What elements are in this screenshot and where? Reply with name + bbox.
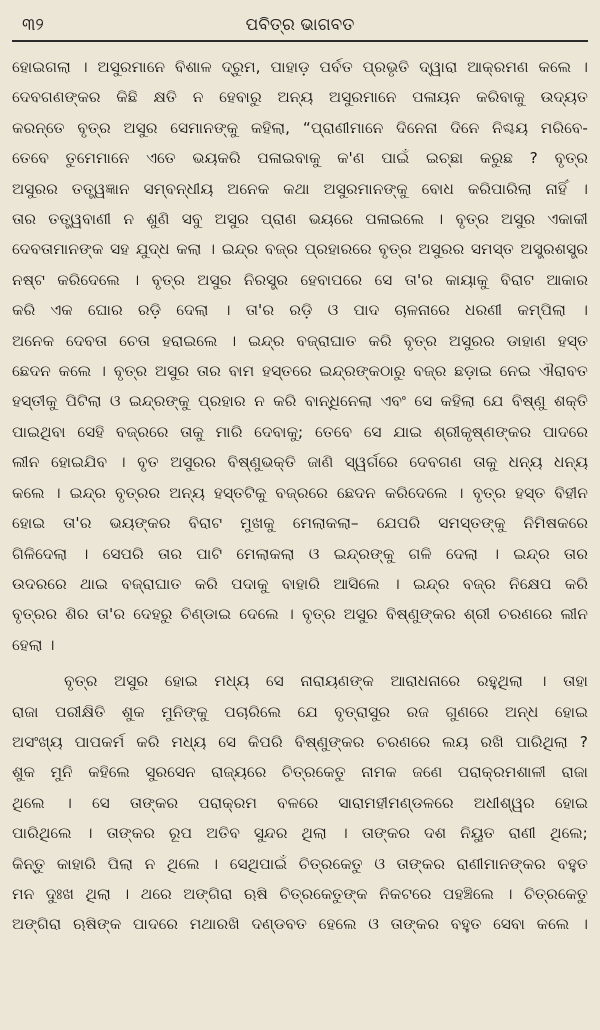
running-head: ପବିତ୍ର ଭାଗବତ	[245, 15, 355, 35]
text-line: ଲୀନ ହୋଇଯିବ । ବୃତ ଅସୁରର ବିଷ୍ଣୁଭକ୍ତି ଜାଣି ସ୍ୱର୍ଗରେ ଦେବଗଣ ତାକୁ ଧନ୍ୟ ଧନ୍ୟ	[12, 453, 588, 472]
text-line: ଅସଂଖ୍ୟ ପାପକର୍ମ କରି ମଧ୍ୟ ସେ କିପରି ବିଷ୍ଣୁଙ୍କର ଚରଣରେ ଲୟ ରଖି ପାରିଥିଲା ?	[12, 732, 588, 751]
text-line: ଅନେକ ଦେବତା ଚେତା ହରାଇଲେ । ଇନ୍ଦ୍ର ବଜ୍ରାଘାତ କରି ବୃତ୍ର ଅସୁରର ଡାହାଣ ହସ୍ତ	[12, 331, 588, 350]
text-line: ଅସୁରର ତତ୍ତ୍ୱଜ୍ଞାନ ସମ୍ବନ୍ଧୀୟ ଅନେକ କଥା ଅସୁରମାନଙ୍କୁ ବୋଧ କରିପାରିଲା ନାହିଁ ।	[12, 179, 588, 198]
text-line: ବୃତ୍ର ଅସୁର ହୋଇ ମଧ୍ୟ ସେ ନାରାୟଣଙ୍କ ଆରାଧନାରେ ରହୁଥିଲା । ତାହା	[64, 672, 588, 691]
text-line: ହେଲା ।	[12, 635, 55, 654]
text-line: ମନ ଦୁଃଖ ଥିଲା । ଥରେ ଅଙ୍ଗିରା ଋଷି ଚିତ୍ରକେତୁଙ୍କ ନିକଟରେ ପହଞ୍ଚିଲେ । ଚିତ୍ରକେତୁ	[12, 884, 588, 903]
paragraph-2	[12, 666, 588, 940]
text-line: ହସ୍ତୀକୁ ପିଟିଲା ଓ ଇନ୍ଦ୍ରଙ୍କୁ ପ୍ରହାର ନ କରି ବାନ୍ଧିନେଲା ଏବଂ ସେ କହିଲା ଯେ ବିଷ୍ଣୁ ଶକ୍ତି	[12, 392, 588, 411]
text-line: ହୋଇ ତା'ର ଭୟଙ୍କର ବିରାଟ ମୁଖକୁ ମେଲାକଲା– ଯେପରି ସମସ୍ତଙ୍କୁ ନିମିଷକରେ	[12, 514, 588, 533]
text-line: ଦେବତାମାନଙ୍କ ସହ ଯୁଦ୍ଧ କଲା । ଇନ୍ଦ୍ର ବଜ୍ର ପ୍ରହାରରେ ବୃତ୍ର ଅସୁରର ସମସ୍ତ ଅସ୍ତ୍ରଶସ୍ତ୍ର	[12, 240, 588, 259]
text-line: ତାର ତତ୍ତ୍ୱବାଣୀ ନ ଶୁଣି ସବୁ ଅସୁର ପ୍ରାଣ ଭୟରେ ପଳାଇଲେ । ବୃତ୍ର ଅସୁର ଏକାକୀ	[12, 210, 588, 229]
text-line: ଗିଳିଦେଲା । ସେପରି ତାର ପାଟି ମେଲାକଲା ଓ ଇନ୍ଦ୍ରଙ୍କୁ ଗଳି ଦେଲା । ଇନ୍ଦ୍ର ତାର	[12, 544, 588, 563]
text-line: ଦେବଗଣଙ୍କର କିଛି କ୍ଷତି ନ ହେବାରୁ ଅନ୍ୟ ଅସୁରମାନେ ପଳାୟନ କରିବାକୁ ଉଦ୍ୟତ	[12, 88, 588, 107]
text-line: ପାରିଥିଲେ । ତାଙ୍କର ରୂପ ଅତିବ ସୁନ୍ଦର ଥିଲା । ତାଙ୍କର ଦଶ ନିୟୁତ ରାଣୀ ଥିଲେ;	[12, 824, 588, 843]
text-line: ହୋଇଗଲା । ଅସୁରମାନେ ବିଶାଳ ଦ୍ରୁମ, ପାହାଡ଼ ପର୍ବତ ପ୍ରଭୃତି ଦ୍ୱାରା ଆକ୍ରମଣ କଲେ ।	[12, 58, 588, 76]
text-line: ତେବେ ତୁମେମାନେ ଏତେ ଭୟକରି ପଳାଇବାକୁ କ'ଣ ପାଇଁ ଇଚ୍ଛା କରୁଛ ? ବୃତ୍ର	[12, 149, 588, 168]
text-line: କିନ୍ତୁ କାହାରି ପିଲା ନ ଥିଲେ । ସେଥିପାଇଁ ଚିତ୍ରକେତୁ ଓ ତାଙ୍କର ରାଣୀମାନଙ୍କର ବହୁତ	[12, 854, 588, 873]
text-line: ବୃତ୍ରର ଶିର ତା'ର ଦେହରୁ ଚିଣ୍ଡାଇ ଦେଲେ । ବୃତ୍ର ଅସୁର ବିଷ୍ଣୁଙ୍କର ଶ୍ରୀ ଚରଣରେ ଲୀନ	[12, 605, 588, 624]
text-line: ପାଇଥିବା ସେହି ବଜ୍ରରେ ତାକୁ ମାରି ଦେବାକୁ; ତେବେ ସେ ଯାଇ ଶ୍ରୀକୃଷ୍ଣଙ୍କର ପାଦରେ	[12, 422, 588, 441]
page-number: ୩୨	[22, 15, 44, 35]
text-line: ଅଙ୍ଗିରା ଋଷିଙ୍କ ପାଦରେ ମଥାରଖି ଦଣ୍ଡବତ ହେଲେ ଓ ତାଙ୍କର ବହୁତ ସେବା କଲେ ।	[12, 915, 588, 934]
text-line: ଉଦରରେ ଥାଇ ବଜ୍ରାଘାତ କରି ପଦାକୁ ବାହାରି ଆସିଲେ । ଇନ୍ଦ୍ର ବଜ୍ର ନିକ୍ଷେପ କରି	[12, 574, 588, 593]
text-line: ଥିଲେ । ସେ ତାଙ୍କର ପରାକ୍ରମ ବଳରେ ସାରାମହୀମଣ୍ଡଳରେ ଅଧୀଶ୍ୱର ହୋଇ	[12, 793, 588, 812]
text-line: କରି ଏକ ଘୋର ରଡ଼ି ଦେଲା । ତା'ର ରଡ଼ି ଓ ପାଦ ଚାଳନାରେ ଧରଣୀ କମ୍ପିଲା ।	[12, 301, 588, 320]
page-header	[12, 10, 588, 42]
text-line: ନଷ୍ଟ କରିଦେଲେ । ବୃତ୍ର ଅସୁର ନିରସ୍ତ୍ର ହେବାପରେ ସେ ତା'ର କାୟାକୁ ବିରାଟ ଆକାର	[12, 270, 588, 289]
text-line: କଲେ । ଇନ୍ଦ୍ର ବୃତ୍ରର ଅନ୍ୟ ହସ୍ତଟିକୁ ବଜ୍ରରେ ଛେଦନ କରିଦେଲେ । ବୃତ୍ର ହସ୍ତ ବିହୀନ	[12, 483, 588, 502]
paragraph-1	[12, 52, 588, 660]
text-line: ଛେଦନ କଲେ । ବୃତ୍ର ଅସୁର ତାର ବାମ ହସ୍ତରେ ଇନ୍ଦ୍ରଙ୍କଠାରୁ ବଜ୍ର ଛଡ଼ାଇ ନେଇ ଐରାବତ	[12, 362, 588, 381]
text-line: କରନ୍ତେ ବୃତ୍ର ଅସୁର ସେମାନଙ୍କୁ କହିଲା, “ପ୍ରାଣୀମାନେ ଦିନେନା ଦିନେ ନିଶ୍ଚୟ ମରିବେ-	[12, 118, 588, 137]
body-text	[12, 52, 588, 940]
text-line: ଶୁକ ମୁନି କହିଲେ ସୁରସେନ ରାଜ୍ୟରେ ଚିତ୍ରକେତୁ ନାମକ ଜଣେ ପରାକ୍ରମଶାଳୀ ରାଜା	[12, 763, 588, 782]
text-line: ରାଜା ପରୀକ୍ଷିତି ଶୁକ ମୁନିଙ୍କୁ ପଚାରିଲେ ଯେ ବୃତ୍ରାସୁର ରଜ ଗୁଣରେ ଅନ୍ଧ ହୋଇ	[12, 702, 588, 721]
